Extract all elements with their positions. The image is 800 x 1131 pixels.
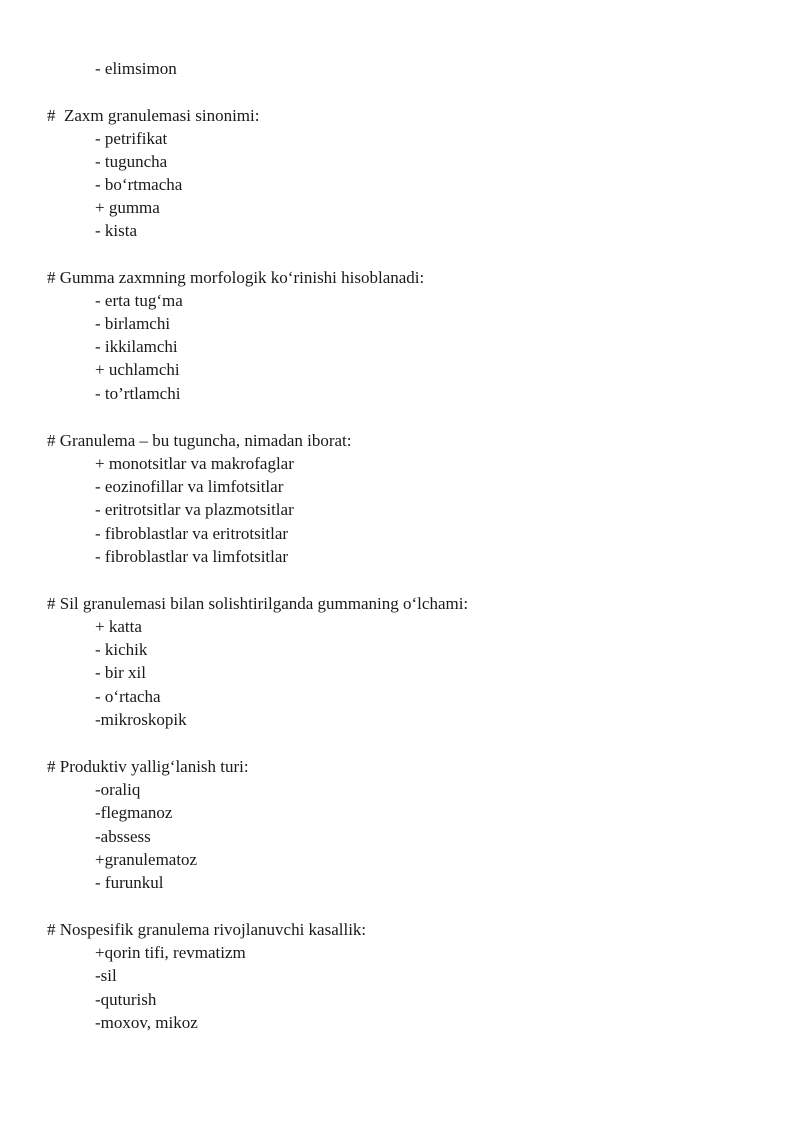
answer-option: - furunkul: [95, 873, 164, 892]
answer-option: + katta: [95, 617, 142, 636]
answer-option: -abssess: [95, 827, 151, 846]
answer-option: + gumma: [95, 198, 160, 217]
question-4: # Sil granulemasi bilan solishtirilganda gummaning o‘lchami:: [47, 594, 469, 613]
question-2: # Gumma zaxmning morfologik ko‘rinishi hisoblanadi:: [47, 268, 425, 287]
answer-option: +granulematoz: [95, 850, 198, 869]
answer-option: - petrifikat: [95, 129, 168, 148]
question-5: # Produktiv yallig‘lanish turi:: [47, 757, 249, 776]
answer-option: -sil: [95, 966, 117, 985]
answer-option: - bir xil: [95, 663, 146, 682]
answer-option: -mikroskopik: [95, 710, 187, 729]
answer-option: - bo‘rtmacha: [95, 175, 183, 194]
answer-option: -oraliq: [95, 780, 141, 799]
answer-option: - birlamchi: [95, 314, 171, 333]
answer-option: - tuguncha: [95, 152, 168, 171]
answer-option: -moxov, mikoz: [95, 1013, 198, 1032]
question-6: # Nospesifik granulema rivojlanuvchi kasallik:: [47, 920, 367, 939]
answer-option: -quturish: [95, 990, 157, 1009]
answer-option: + monotsitlar va makrofaglar: [95, 454, 294, 473]
answer-option: - fibroblastlar va limfotsitlar: [95, 547, 289, 566]
question-3: # Granulema – bu tuguncha, nimadan iborat:: [47, 431, 352, 450]
answer-option: - kista: [95, 221, 138, 240]
answer-option: - kichik: [95, 640, 148, 659]
answer-option: - o‘rtacha: [95, 687, 161, 706]
answer-option: - erta tug‘ma: [95, 291, 183, 310]
answer-option: - eritrotsitlar va plazmotsitlar: [95, 500, 294, 519]
answer-option: + uchlamchi: [95, 360, 180, 379]
answer-option: -flegmanoz: [95, 803, 173, 822]
answer-option: - to’rtlamchi: [95, 384, 181, 403]
answer-option: +qorin tifi, revmatizm: [95, 943, 246, 962]
answer-option: - ikkilamchi: [95, 337, 178, 356]
answer-option: - eozinofillar va limfotsitlar: [95, 477, 284, 496]
question-1: # Zaxm granulemasi sinonimi:: [47, 106, 260, 125]
answer-option: - elimsimon: [95, 59, 177, 78]
answer-option: - fibroblastlar va eritrotsitlar: [95, 524, 289, 543]
